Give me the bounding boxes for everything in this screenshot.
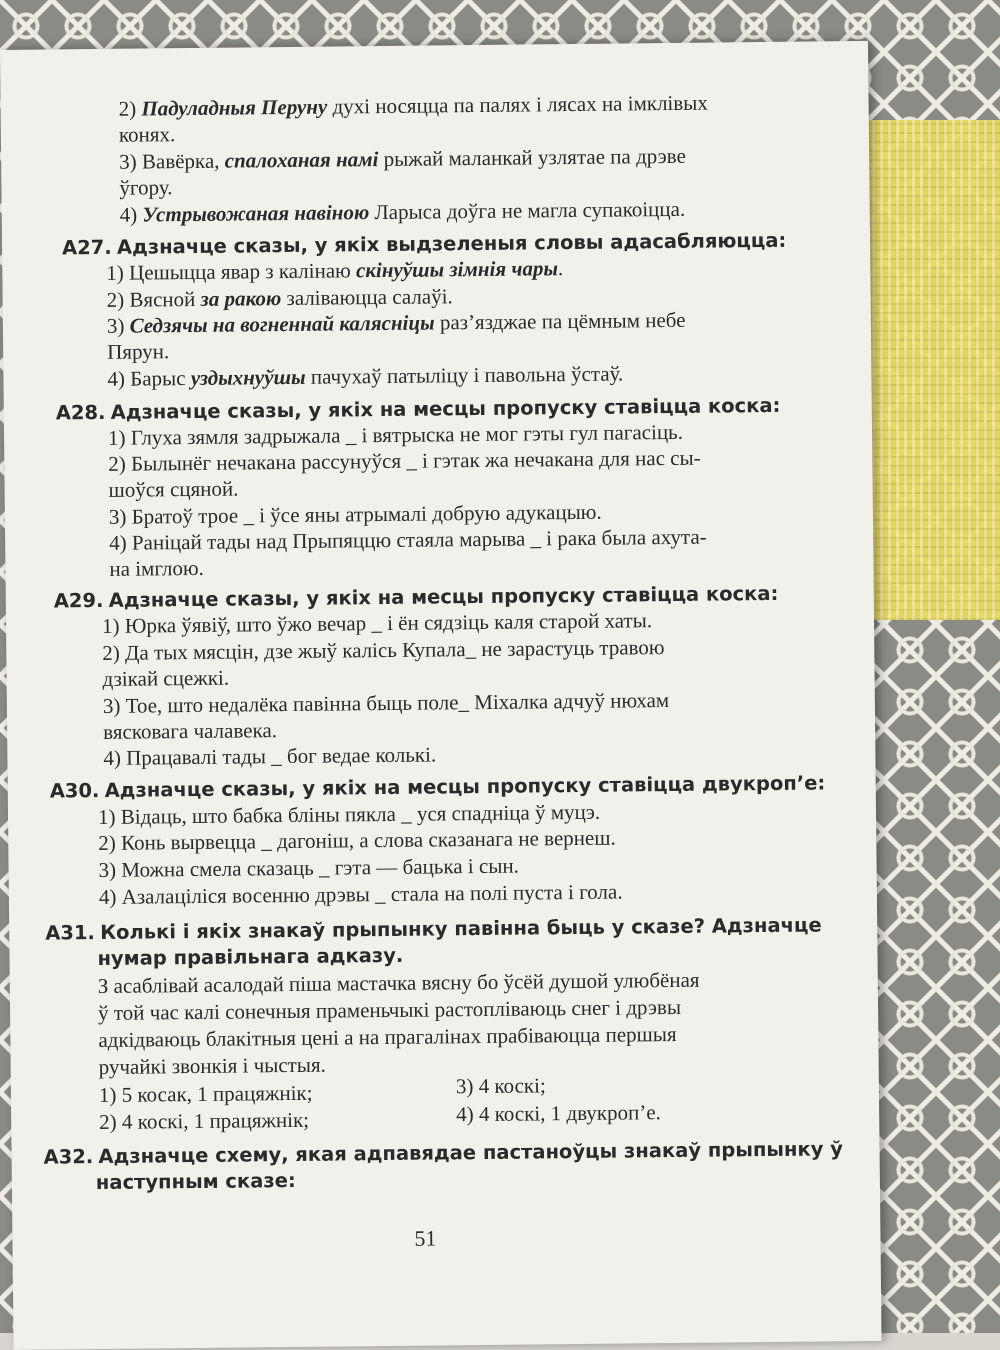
a29-option-3-cont: вясковага чалавека. [103,718,278,744]
a31-answer-2: 2) 4 коскі, 1 працяжнік; [99,1107,310,1135]
a30-option-4: 4) Азалаціліся восенню дрэвы _ стала на полі пуста і гола. [98,879,623,910]
a27-question: А27. Адзначце сказы, у якіх выдзеленыя словы адасабляюцца: [61,228,787,260]
a26-option-3: 3) Вавёрка, спалоханая намі рыжай маланкай узлятае па дрэве [119,143,686,174]
a27-option-3: 3) Седзячы на вогненнай калясніцы раз’язджае па цёмным небе [106,307,686,338]
a31-answer-1: 1) 5 косак, 1 працяжнік; [98,1080,313,1108]
a27-option-4: 4) Барыс уздыхнуўшы пачухаў патыліцу і павольна ўстаў. [107,361,624,391]
book-page [0,41,882,1350]
a28-option-2: 2) Былынёг нечакана рассунуўся _ і гэтак жа нечакана для нас сы- [108,445,701,476]
a29-option-2: 2) Да тых мясцін, дзе жыў калісь Купала_ не зарастуць травою [102,635,665,665]
a28-question: А28. Адзначце сказы, у якіх на месцы пропуску ставіцца коска: [55,393,781,425]
a30-option-2: 2) Конь вырвецца _ дагоніш, а слова сказанага не вернеш. [98,825,616,856]
a27-option-3-cont: Пярун. [107,339,170,364]
a32-question-cont: наступным сказе: [95,1168,296,1195]
a31-answer-4: 4) 4 коскі, 1 двукроп’е. [456,1100,661,1127]
a29-option-1: 1) Юрка ўявіў, што ўжо вечар _ і ён сядзіць каля старой хаты. [101,608,653,638]
a29-option-3: 3) Тое, што недалёка павінна быць поле_ Міхалка адчуў нюхам [102,688,670,718]
a28-option-2-cont: шоўся сцяной. [108,476,239,502]
a30-question: А30. Адзначце сказы, у якіх на месцы пропуску ставіцца двукроп’е: [49,771,826,803]
a27-option-1: 1) Цешыцца явар з калінаю скінуўшы зімнія чары. [106,256,564,285]
a30-option-3: 3) Можна смела сказаць _ гэта — бацька і сын. [98,853,519,883]
a26-option-4: 4) Устрывожаная навіною Ларыса доўга не магла супакоіцца. [119,196,686,227]
a28-option-1: 1) Глуха зямля задрыжала _ і вятрыска не мог гэты гул пагасіць. [107,419,684,450]
a31-answer-3: 3) 4 коскі; [455,1073,546,1099]
a29-question: А29. Адзначце сказы, у якіх на месцы пропуску ставіцца коска: [53,581,779,613]
a26-option-2-cont: конях. [118,122,176,147]
a31-body-line-2: ў той час калі сонечныя праменьчыкі растопліваюць снег і дрэвы [97,994,682,1026]
a28-option-3: 3) Братоў трое _ і ўсе яны атрымалі добрую адукацыю. [108,499,602,529]
a32-question: А32. Адзначце схему, якая адпавядае пастаноўцы знакаў прыпынку ў [43,1137,844,1169]
a31-body-line-1: З асаблівай асалодай піша мастачка вясну бо ўсёй душой улюбёная [97,967,700,999]
a31-question-cont: нумар правільнага адказу. [97,943,404,971]
page-number: 51 [414,1225,437,1251]
a29-option-2-cont: дзікай сцежкі. [102,665,230,691]
a28-option-4: 4) Раніцай тады над Прыпяццю стаяла марыва _ і рака была ахута- [109,524,707,555]
a27-option-2: 2) Вясной за ракою заліваюцца салаўі. [106,284,453,312]
a26-option-2: 2) Падуладныя Перуну духі носяцца па палях і лясах на імклівых [118,90,708,121]
a31-question: А31. Колькі і якіх знакаў прыпынку павінна быць у сказе? Адзначце [45,913,822,945]
a28-option-4-cont: на імглою. [109,555,204,581]
a30-option-1: 1) Відаць, што бабка бліны пякла _ уся спадніца ў муцэ. [97,799,601,830]
a29-option-4: 4) Працавалі тады _ бог ведае колькі. [103,742,437,770]
a31-body-line-4: ручайкі звонкія і чыстыя. [98,1052,326,1080]
a26-option-3-cont: ўгору. [119,175,173,200]
a31-body-line-3: адкідваюць блакітныя цені а на прагалінах прабіваюцца першыя [98,1021,677,1053]
